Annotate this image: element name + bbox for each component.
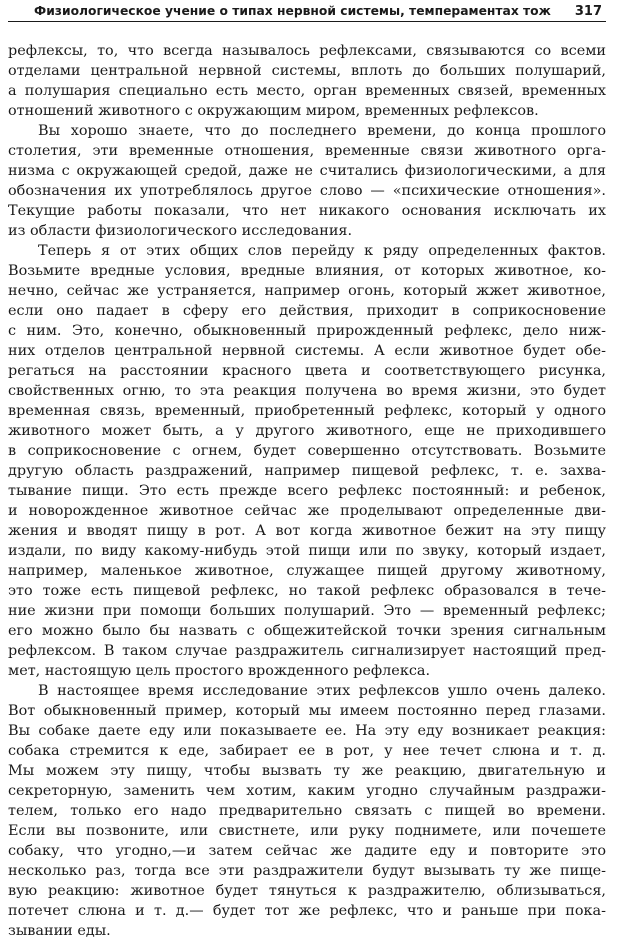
paragraph-1 <box>8 41 606 121</box>
paragraph-4 <box>8 681 606 941</box>
text-line: издали, по виду какому-нибудь этой пищи или по звуку, который издает, <box>8 543 606 559</box>
text-line: рефлексом. В таком случае раздражитель сигнализирует настоящий пред- <box>8 643 606 659</box>
text-line: них отделов центральной нервной системы. А если животное будет обе- <box>8 343 606 359</box>
text-line: потечет слюна и т. д.— будет тот же рефлекс, что и раньше при пока- <box>8 903 606 919</box>
text-line: это тоже есть пищевой рефлекс, но такой рефлекс образовался в тече- <box>8 583 606 599</box>
page-number: 317 <box>574 4 602 19</box>
text-line: низма с окружающей средой, даже не считались физиологическими, а для <box>8 163 606 179</box>
paragraph-2 <box>8 121 606 241</box>
text-line: а полушария специально есть место, орган временных связей, временных <box>8 83 606 99</box>
text-line: если оно падает в сферу его действия, приходит в соприкосновение <box>8 303 606 319</box>
text-line: В настоящее время исследование этих рефлексов ушло очень далеко. <box>38 683 606 699</box>
text-line: рефлексы, то, что всегда называлось рефлексами, связываются со всеми <box>8 43 606 59</box>
text-line: Мы можем эту пищу, чтобы вызвать ту же реакцию, двигательную и <box>8 763 606 779</box>
paragraph-3 <box>8 241 606 681</box>
text-line: вую реакцию: животное будет тянуться к раздражителю, облизываться, <box>8 883 606 899</box>
text-line: регаться на расстоянии красного цвета и соответствующего рисунка, <box>8 363 606 379</box>
text-line: например, маленькое животное, служащее пищей другому животному, <box>8 563 606 579</box>
text-line: Текущие работы показали, что нет никакого основания исключать их <box>8 203 606 219</box>
running-header-title: Физиологическое учение о типах нервной системы, темпераментах тож <box>34 4 551 18</box>
text-line: несколько раз, тогда все эти раздражители будут вызывать ту же пище- <box>8 863 606 879</box>
running-header <box>8 0 606 22</box>
text-line: и новорожденное животное сейчас же проделывают определенные дви- <box>8 503 606 519</box>
text-line: обозначения их употреблялось другое слово — «психические отношения». <box>8 183 606 199</box>
text-line: из области физиологического исследования. <box>8 223 353 239</box>
text-line: тывание пищи. Это есть прежде всего рефлекс постоянный: и ребенок, <box>8 483 606 499</box>
text-line: секреторную, заменить чем хотим, каким угодно случайным раздражи- <box>8 783 606 799</box>
text-line: другую область раздражений, например пищевой рефлекс, т. е. захва- <box>8 463 606 479</box>
text-line: временная связь, временный, приобретенный рефлекс, который у одного <box>8 403 606 419</box>
text-line: собаку, что угодно,—и затем сейчас же дадите еду и повторите это <box>8 843 606 859</box>
text-line: свойственных огню, то эта реакция получена во время жизни, это будет <box>8 383 606 399</box>
text-line: столетия, эти временные отношения, временные связи животного орга- <box>8 143 606 159</box>
body-text <box>8 41 606 941</box>
text-line: в соприкосновение с огнем, будет совершенно отсутствовать. Возьмите <box>8 443 606 459</box>
text-line: Вы хорошо знаете, что до последнего времени, до конца прошлого <box>38 123 606 139</box>
text-line: Теперь я от этих общих слов перейду к ряду определенных фактов. <box>38 243 606 259</box>
text-line: Вот обыкновенный пример, который мы имеем постоянно перед глазами. <box>8 703 606 719</box>
text-line: мет, настоящую цель простого врожденного рефлекса. <box>8 663 431 679</box>
text-line: отношений животного с окружающим миром, временных рефлексов. <box>8 103 539 119</box>
text-line: жения и вводят пищу в рот. А вот когда животное бежит на эту пищу <box>8 523 606 539</box>
text-line: Возьмите вредные условия, вредные влияния, от которых животное, ко- <box>8 263 606 279</box>
text-line: нечно, сейчас же устраняется, например огонь, который жжет животное, <box>8 283 606 299</box>
text-line: ние жизни при помощи больших полушарий. Это — временный рефлекс; <box>8 603 606 619</box>
text-line: с ним. Это, конечно, обыкновенный прирожденный рефлекс, дело ниж- <box>8 323 606 339</box>
text-line: зывании еды. <box>8 923 111 939</box>
text-line: собака стремится к еде, забирает ее в рот, у нее течет слюна и т. д. <box>8 743 606 759</box>
text-line: отделами центральной нервной системы, вплоть до больших полушарий, <box>8 63 606 79</box>
text-line: животного может быть, а у другого животного, еще не приходившего <box>8 423 606 439</box>
text-line: Если вы позвоните, или свистнете, или руку поднимете, или почешете <box>8 823 606 839</box>
text-line: телем, только его надо предварительно связать с пищей во времени. <box>8 803 606 819</box>
text-line: его можно было бы назвать с общежитейской точки зрения сигнальным <box>8 623 606 639</box>
text-line: Вы собаке даете еду или показываете ее. На эту еду возникает реакция: <box>8 723 606 739</box>
